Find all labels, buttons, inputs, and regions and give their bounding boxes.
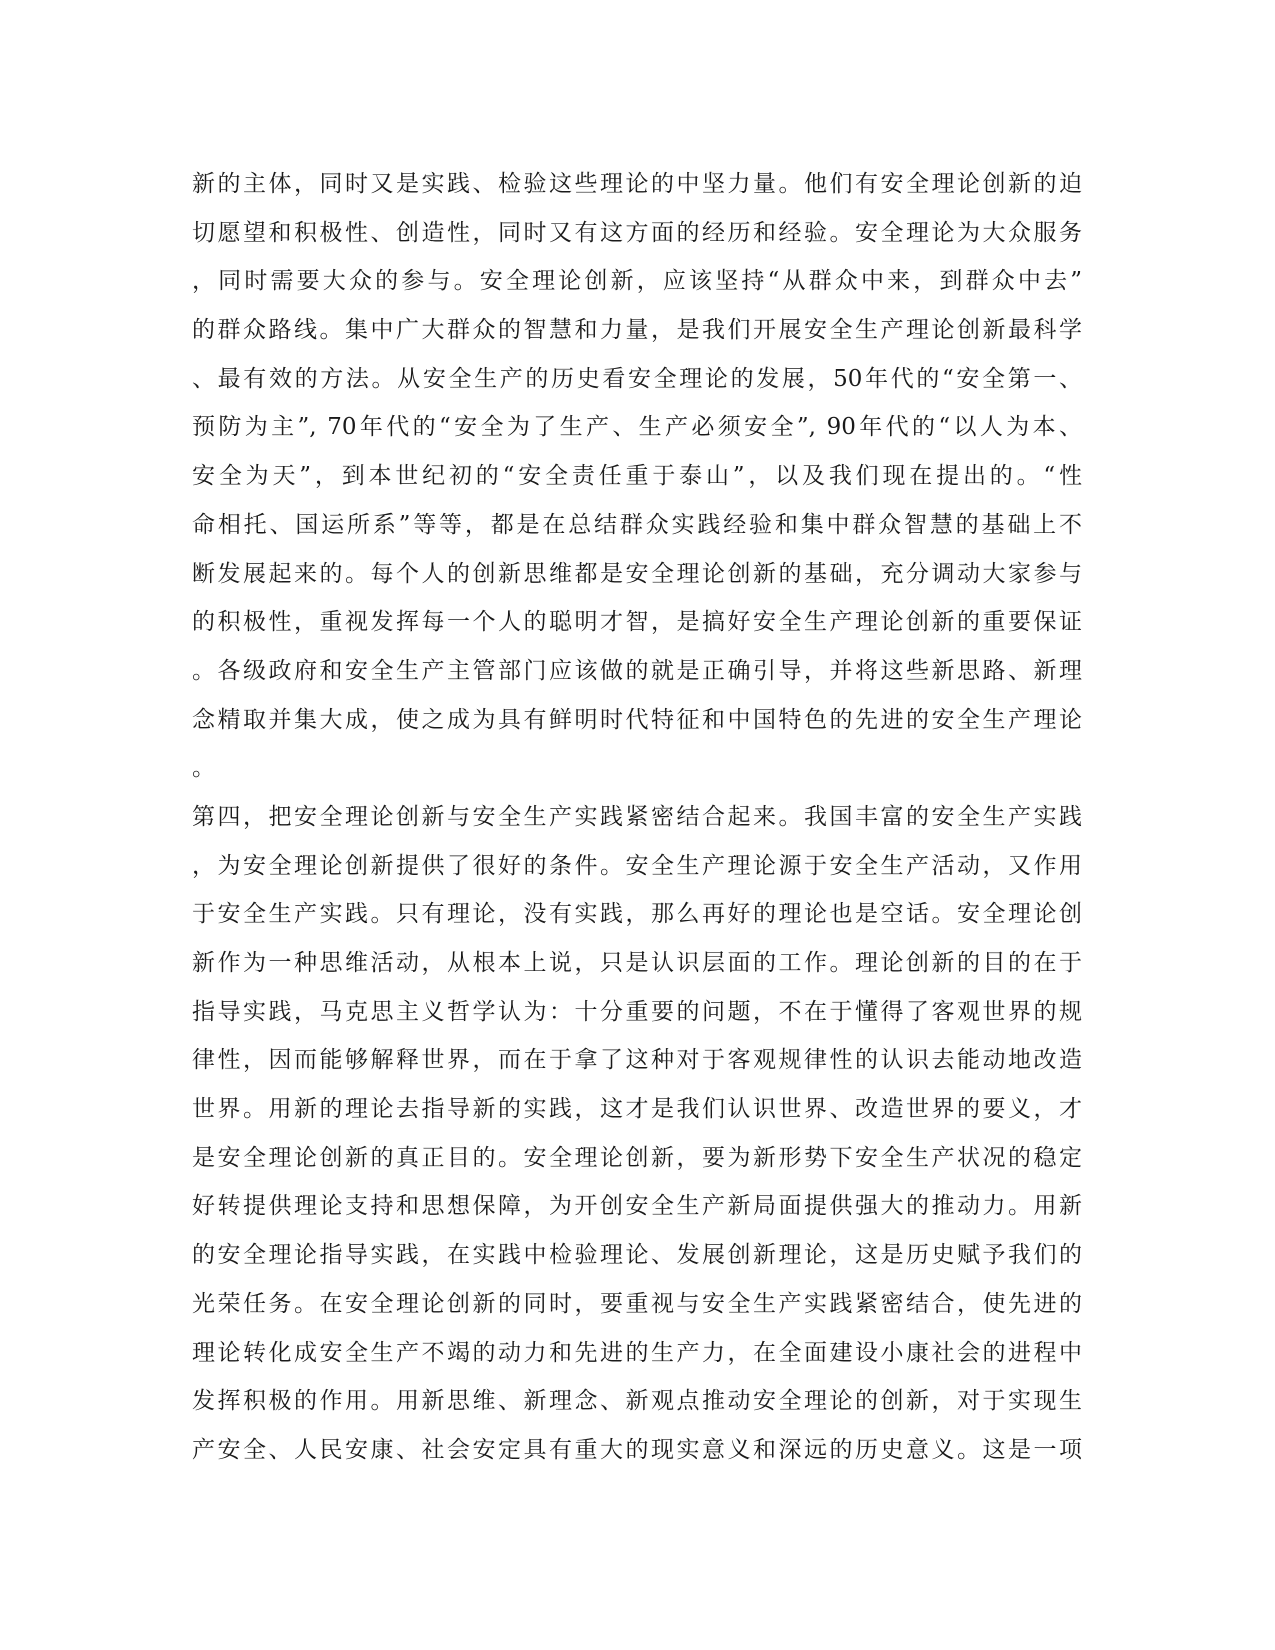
text-line-9: 断发展起来的。每个人的创新思维都是安全理论创新的基础，充分调动大家参与 [192, 560, 1082, 587]
text-line-19: 律性，因而能够解释世界，而在于拿了这种对于客观规律性的认识去能动地改造 [192, 1047, 1082, 1074]
text-line-8: 命相托、国运所系”等等，都是在总结群众实践经验和集中群众智慧的基础上不 [192, 511, 1082, 538]
text-line-2: 切愿望和积极性、创造性，同时又有这方面的经历和经验。安全理论为大众服务 [192, 219, 1082, 246]
text-line-23: 的安全理论指导实践，在实践中检验理论、发展创新理论，这是历史赋予我们的 [192, 1242, 1082, 1269]
text-line-15: ，为安全理论创新提供了很好的条件。安全生产理论源于安全生产活动，又作用 [192, 852, 1082, 879]
text-line-22: 好转提供理论支持和思想保障，为开创安全生产新局面提供强大的推动力。用新 [192, 1193, 1082, 1220]
body-text [192, 160, 1082, 1475]
text-line-10: 的积极性，重视发挥每一个人的聪明才智，是搞好安全生产理论创新的重要保证 [192, 609, 1082, 636]
text-line-16: 于安全生产实践。只有理论，没有实践，那么再好的理论也是空话。安全理论创 [192, 901, 1082, 928]
text-line-1: 新的主体，同时又是实践、检验这些理论的中坚力量。他们有安全理论创新的迫 [192, 171, 1082, 197]
text-line-17: 新作为一种思维活动，从根本上说，只是认识层面的工作。理论创新的目的在于 [192, 950, 1082, 976]
text-line-12: 念精取并集大成，使之成为具有鲜明时代特征和中国特色的先进的安全生产理论 [192, 706, 1082, 733]
text-line-13: 。 [192, 755, 215, 782]
text-line-3: ，同时需要大众的参与。安全理论创新，应该坚持“从群众中来，到群众中去” [192, 268, 1082, 295]
text-line-5: 、最有效的方法。从安全生产的历史看安全理论的发展，50年代的“安全第一、 [192, 365, 1082, 392]
text-line-7: 安全为天”，到本世纪初的“安全责任重于泰山”，以及我们现在提出的。“性 [192, 463, 1082, 490]
text-line-27: 产安全、人民安康、社会安定具有重大的现实意义和深远的历史意义。这是一项 [192, 1436, 1082, 1463]
text-line-18: 指导实践，马克思主义哲学认为：十分重要的问题，不在于懂得了客观世界的规 [192, 998, 1082, 1025]
text-line-14: 第四，把安全理论创新与安全生产实践紧密结合起来。我国丰富的安全生产实践 [192, 803, 1082, 830]
text-line-24: 光荣任务。在安全理论创新的同时，要重视与安全生产实践紧密结合，使先进的 [192, 1290, 1082, 1317]
text-line-26: 发挥积极的作用。用新思维、新理念、新观点推动安全理论的创新，对于实现生 [192, 1388, 1082, 1415]
text-line-11: 。各级政府和安全生产主管部门应该做的就是正确引导，并将这些新思路、新理 [192, 657, 1082, 684]
text-line-25: 理论转化成安全生产不竭的动力和先进的生产力，在全面建设小康社会的进程中 [192, 1339, 1082, 1366]
text-line-20: 世界。用新的理论去指导新的实践，这才是我们认识世界、改造世界的要义，才 [192, 1096, 1082, 1123]
text-line-4: 的群众路线。集中广大群众的智慧和力量，是我们开展安全生产理论创新最科学 [192, 317, 1082, 344]
text-line-21: 是安全理论创新的真正目的。安全理论创新，要为新形势下安全生产状况的稳定 [192, 1144, 1082, 1171]
text-line-6: 预防为主”, 70年代的“安全为了生产、生产必须安全”, 90年代的“以人为本、 [192, 414, 1082, 441]
